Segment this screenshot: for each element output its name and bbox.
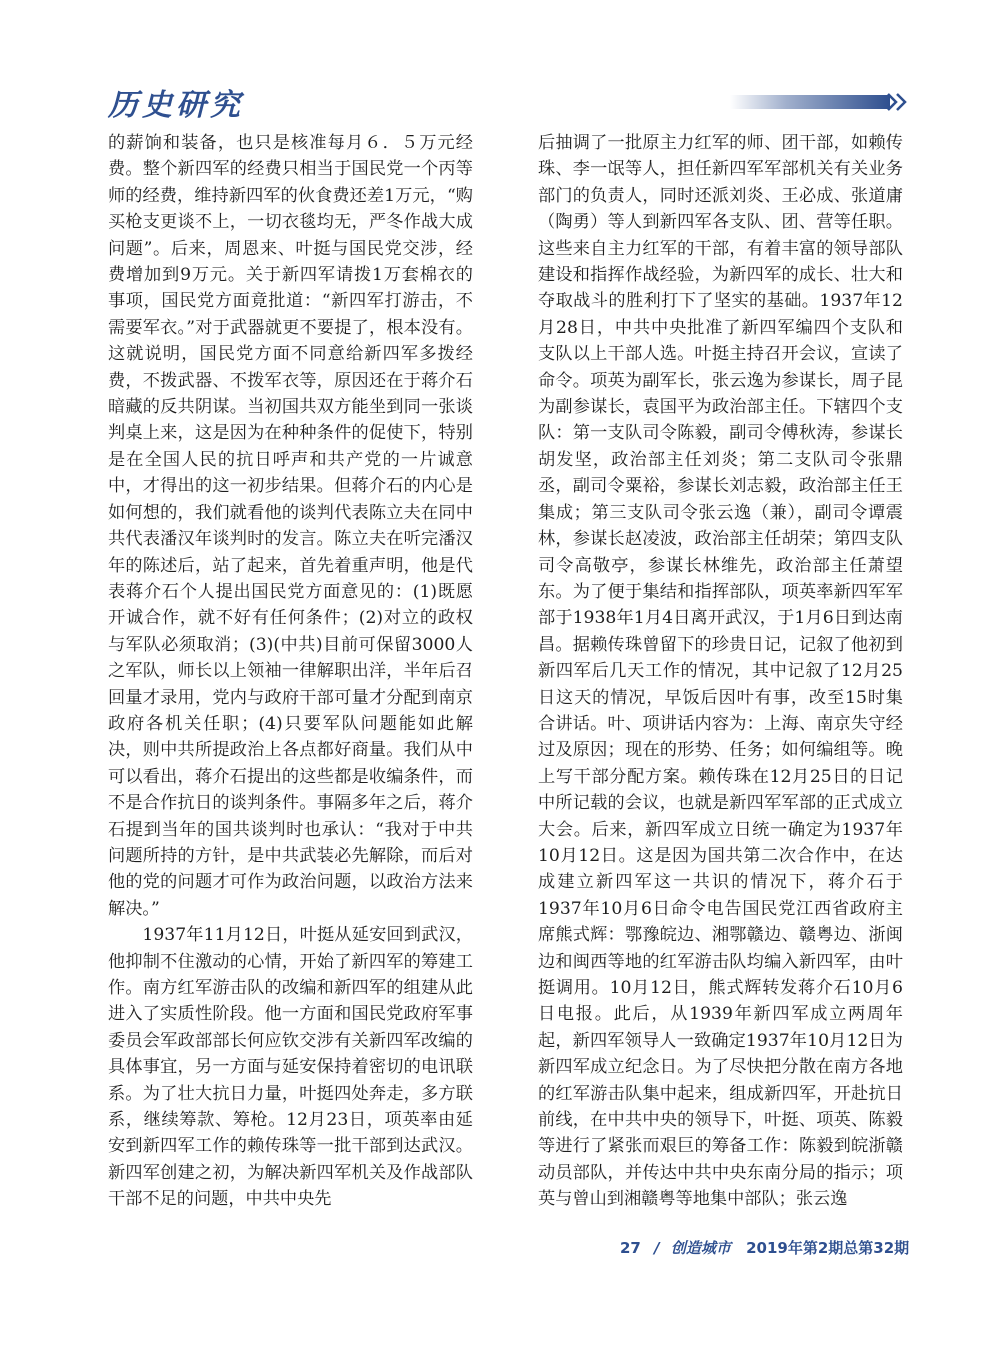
body-paragraph: 后抽调了一批原主力红军的师、团干部，如赖传珠、李一氓等人，担任新四军军部机关有关业务部门的负责人，同时还派刘炎、王必成、张道庸（陶勇）等人到新四军各支队、团、营等任职。这些来自主力红军的干部，有着丰富的领导部队建设和指挥作战经验，为新四军的成长、壮大和夺取战斗的胜利打下了坚实的基础。1937年12月28日，中共中央批准了新四军编四个支队和支队以上干部人选。叶挺主持召开会议，宣读了命令。项英为副军长，张云逸为参谋长，周子昆为副参谋长，袁国平为政治部主任。下辖四个支队：第一支队司令陈毅，副司令傅秋涛，参谋长胡发坚，政治部主任刘炎；第二支队司令张鼎丞，副司令粟裕，参谋长刘志毅，政治部主任王集成；第三支队司令张云逸（兼），副司令谭震林，参谋长赵凌波，政治部主任胡荣；第四支队司令高敬亭，参谋长林维先，政治部主任萧望东。为了便于集结和指挥部队，项英率新四军军部于1938年1月4日离开武汉，于1月6日到达南昌。据赖传珠曾留下的珍贵日记，记叙了他初到新四军后几天工作的情况，其中记叙了12月25日这天的情况，早饭后因叶有事，改至15时集合讲话。叶、项讲话内容为：上海、南京失守经过及原因；现在的形势、任务；如何编组等。晚上写干部分配方案。赖传珠在12月25日的日记中所记载的会议，也就是新四军军部的正式成立大会。后来，新四军成立日统一确定为1937年10月12日。这是因为国共第二次合作中，在达成建立新四军这一共识的情况下，蒋介石于1937年10月6日命令电告国民党江西省政府主席熊式辉：鄂豫皖边、湘鄂赣边、赣粤边、浙闽边和闽西等地的红军游击队均编入新四军，由叶挺调用。10月12日，熊式辉转发蒋介石10月6日电报。此后，从1939年新四军成立两周年起，新四军领导人一致确定1937年10月12日为新四军成立纪念日。为了尽快把分散在南方各地的红军游击队集中起来，组成新四军，开赴抗日前线，在中共中央的领导下，叶挺、项英、陈毅等进行了紧张而艰巨的筹备工作：陈毅到皖浙赣动员部队，并传达中共中央东南分局的指示；项英与曾山到湘赣粤等地集中部队；张云逸 xyxy=(538,133,903,1210)
issue-label: 2019年第2期总第32期 xyxy=(746,1239,910,1257)
footer-separator: / xyxy=(654,1238,660,1257)
header-decorative-band xyxy=(730,91,910,113)
section-title: 历史研究 xyxy=(108,88,244,123)
left-text-column xyxy=(108,130,473,1213)
double-chevron-icon xyxy=(888,94,905,110)
body-paragraph: 的薪饷和装备，也只是核准每月６．５万元经费。整个新四军的经费只相当于国民党一个丙等师的经费，维持新四军的伙食费还差1万元，“购买枪支更谈不上，一切衣毯均无，严冬作战大成问题”。后来，周恩来、叶挺与国民党交涉，经费增加到9万元。关于新四军请拨1万套棉衣的事项，国民党方面竟批道：“新四军打游击，不需要军衣。”对于武器就更不要提了，根本没有。这就说明，国民党方面不同意给新四军多拨经费，不拨武器、不拨军衣等，原因还在于蒋介石暗藏的反共阴谋。当初国共双方能坐到同一张谈判桌上来，这是因为在种种条件的促使下，特别是在全国人民的抗日呼声和共产党的一片诚意中，才得出的这一初步结果。但蒋介石的内心是如何想的，我们就看他的谈判代表陈立夫在同中共代表潘汉年谈判时的发言。陈立夫在听完潘汉年的陈述后，站了起来，首先着重声明，他是代表蒋介石个人提出国民党方面意见的：(1)既愿开诚合作，就不好有任何条件；(2)对立的政权与军队必须取消；(3)(中共)目前可保留3000人之军队，师长以上领袖一律解职出洋，半年后召回量才录用，党内与政府干部可量才分配到南京政府各机关任职；(4)只要军队问题能如此解决，则中共所提政治上各点都好商量。我们从中可以看出，蒋介石提出的这些都是收编条件，而不是合作抗日的谈判条件。事隔多年之后，蒋介石提到当年的国共谈判时也承认：“我对于中共问题所持的方针，是中共武装必先解除，而后对他的党的问题才可作为政治问题，以政治方法来解决。” xyxy=(108,133,473,919)
page-number: 27 xyxy=(620,1238,641,1257)
right-text-column xyxy=(538,130,903,1213)
magazine-name: 创造城市 xyxy=(670,1239,731,1257)
body-paragraph: 1937年11月12日，叶挺从延安回到武汉，他抑制不住激动的心情，开始了新四军的筹建工作。南方红军游击队的改编和新四军的组建从此进入了实质性阶段。他一方面和国民党政府军事委员会军政部部长何应钦交涉有关新四军改编的具体事宜，另一方面与延安保持着密切的电讯联系。为了壮大抗日力量，叶挺四处奔走，多方联系，继续筹款、筹枪。12月23日，项英率由延安到新四军工作的赖传珠等一批干部到达武汉。新四军创建之初，为解决新四军机关及作战部队干部不足的问题，中共中央先 xyxy=(108,925,473,1210)
page-footer xyxy=(620,1237,909,1258)
